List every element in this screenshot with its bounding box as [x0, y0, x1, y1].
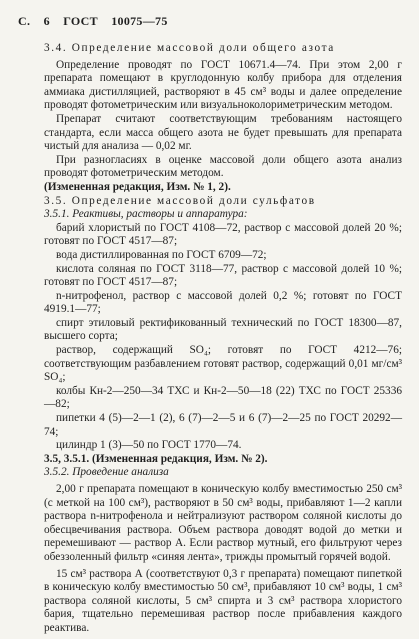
section-3-4-paragraph: Препарат считают соответствующим требованиям настоящего стандарта, если масса общего азота не будет превышать для препарата чистый для анализа — 0,02 мг.: [44, 112, 402, 153]
reagent-item: раствор, содержащий SO₄; готовят по ГОСТ 4212—76; соответствующим разбавлением готовят раствор, содержащий 0,01 мг/см³ SO₄;: [44, 344, 402, 384]
section-3-4-title: 3.4. Определение массовой доли общего азота: [44, 42, 335, 54]
section-3-5-title: 3.5. Определение массовой доли сульфатов: [44, 194, 316, 207]
section-3-5-edit-note: 3.5, 3.5.1. (Измененная редакция, Изм. № 2).: [44, 452, 268, 465]
analysis-paragraph: 2,00 г препарата помещают в коническую колбу вместимостью 250 см³ (с меткой на 100 см³), растворяют в 50 см³ воды, прибавляют 1—2 капли раствора n-нитрофенола и нейтрализуют раствором соляной кислоты до обесцвечивания раствора. Объем раствора доводят водой до метки и перемешивают — раствор А. Если раствор мутный, его фильтруют через обеззоленный фильтр «синяя лента», трижды промытый горячей водой.: [44, 483, 402, 563]
reagent-item: вода дистиллированная по ГОСТ 6709—72;: [56, 248, 267, 261]
reagent-item: n-нитрофенол, раствор с массовой долей 0,2 %; готовят по ГОСТ 4919.1—77;: [44, 289, 402, 316]
header-symbol: С.: [18, 14, 31, 28]
reagent-item: цилиндр 1 (3)—50 по ГОСТ 1770—74.: [56, 439, 242, 452]
analysis-paragraph: 15 см³ раствора А (соответствуют 0,3 г препарата) помещают пипеткой в коническую колбу вместимостью 50 см³, прибавляют 10 см³ воды, 1 см³ раствора соляной кислоты, 5 см³ спирта и 3 см³ раствора хлористого бария, тщательно перемешивая раствор после прибавления каждого реактива.: [44, 567, 402, 634]
header-standard: ГОСТ: [63, 14, 98, 28]
section-3-5-1-title: 3.5.1. Реактивы, растворы и аппаратура:: [44, 208, 248, 221]
reagent-item: пипетки 4 (5)—2—1 (2), 6 (7)—2—5 и 6 (7)—2—25 по ГОСТ 20292—74;: [44, 412, 402, 438]
reagent-item: спирт этиловый ректификованный технический по ГОСТ 18300—87, высшего сорта;: [44, 316, 402, 343]
section-3-4-paragraph: При разногласиях в оценке массовой доли общего азота анализ проводят фотометрическим методом.: [44, 153, 402, 180]
header-page-number: 6: [43, 14, 50, 28]
reagent-item: барий хлористый по ГОСТ 4108—72, раствор с массовой долей 20 %; готовят по ГОСТ 4517—87;: [44, 221, 402, 248]
page-header: [18, 14, 178, 29]
document-body: [44, 42, 402, 636]
section-3-4-paragraph: Определение проводят по ГОСТ 10671.4—74. При этом 2,00 г препарата помещают в круглодонную колбу прибора для отделения аммиака дистилляцией, растворяют в 45 см³ воды и далее определение проводят фотометрическим или визуальноколориметрическим методом.: [44, 58, 402, 112]
header-doc-number: 10075—75: [111, 14, 168, 28]
reagent-item: кислота соляная по ГОСТ 3118—77, раствор с массовой долей 10 %; готовят по ГОСТ 4517—87;: [44, 262, 402, 289]
section-3-4-edit-note: (Измененная редакция, Изм. № 1, 2).: [44, 180, 231, 193]
reagent-item: колбы Кн-2—250—34 ТХС и Кн-2—50—18 (22) ТХС по ГОСТ 25336—82;: [44, 384, 402, 411]
section-3-5-2-title: 3.5.2. Проведение анализа: [44, 466, 169, 479]
